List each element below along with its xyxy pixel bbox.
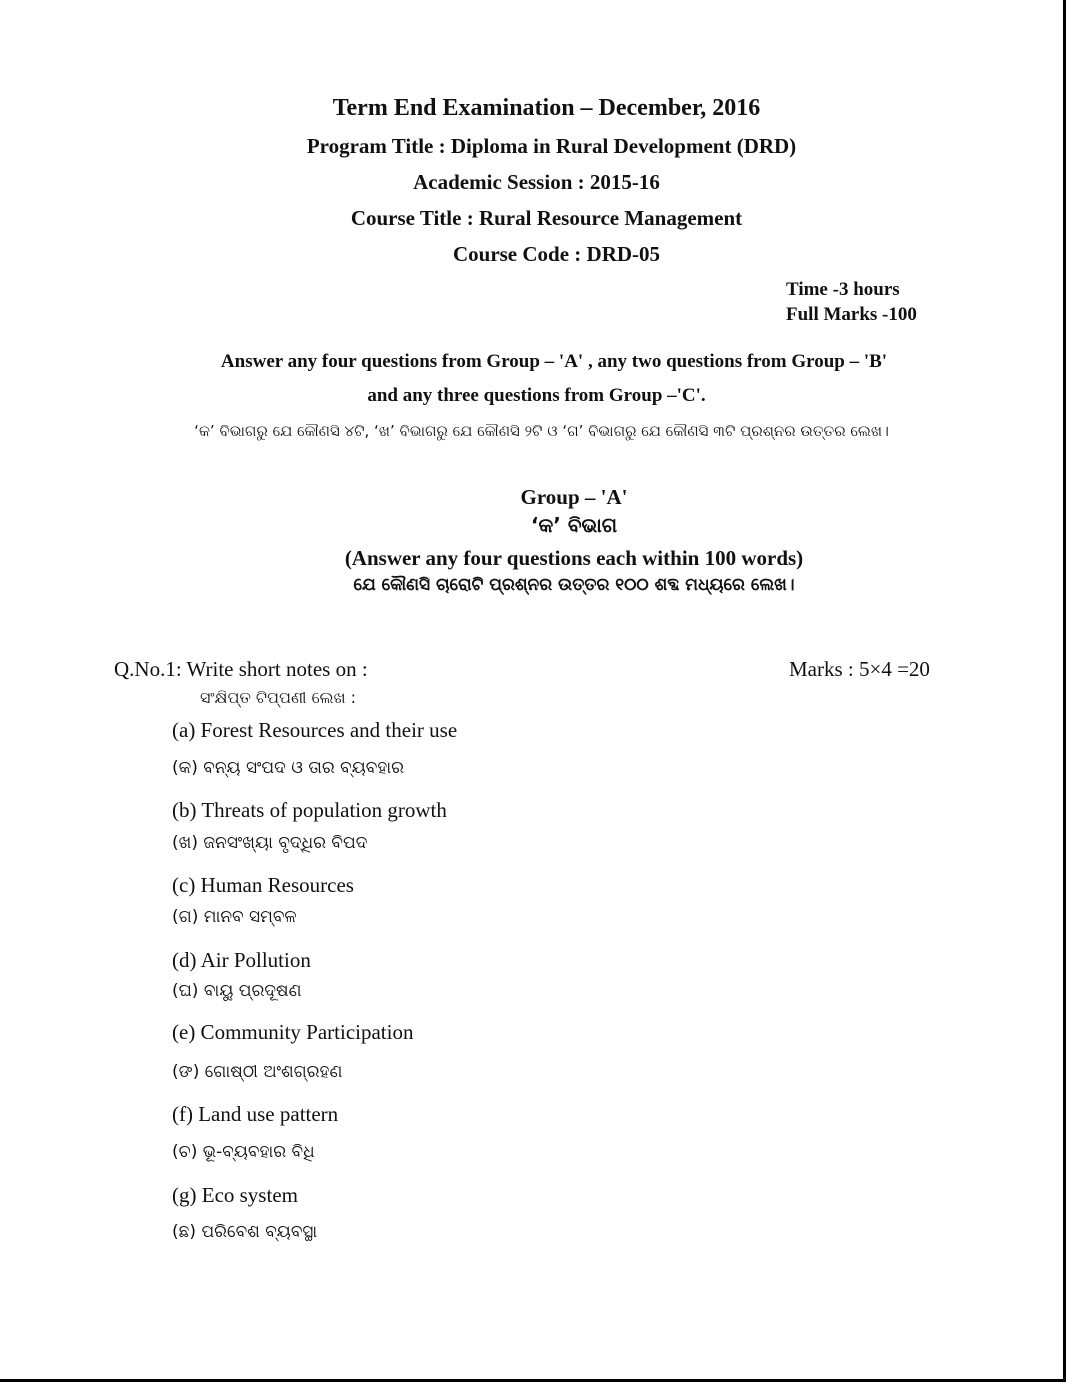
item-b-or: (ଖ) ଜନସଂଖ୍ୟା ବୃଦ୍ଧିର ବିପଦ — [172, 833, 368, 853]
question-marks: Marks : 5×4 =20 — [789, 657, 930, 681]
item-e-or: (ଙ) ଗୋଷ୍ଠୀ ଅଂଶଗ୍ରହଣ — [172, 1062, 343, 1082]
item-g-en: (g) Eco system — [172, 1183, 298, 1207]
item-f-or: (ଚ) ଭୂ-ବ୍ୟବହାର ବିଧି — [172, 1142, 315, 1162]
instruction-line-1: Answer any four questions from Group – 'A' , any two questions from Group – 'B' — [220, 351, 888, 372]
item-d-or: (ଘ) ବାୟୁ ପ୍ରଦୂଷଣ — [172, 981, 302, 1001]
exam-title: Term End Examination – December, 2016 — [332, 95, 761, 121]
question-odia-label: ସଂକ୍ଷିପ୍ତ ଟିପ୍ପଣୀ ଲେଖ : — [200, 688, 357, 707]
item-c-en: (c) Human Resources — [172, 873, 354, 897]
question-label: Q.No.1: Write short notes on : — [114, 657, 368, 681]
academic-session: Academic Session : 2015-16 — [413, 170, 660, 194]
course-title: Course Title : Rural Resource Management — [350, 206, 743, 230]
group-odia-instruction: ଯେ କୌଣସି ଚାରୋଟି ପ୍ରଶ୍ନର ଉତ୍ତର ୧୦୦ ଶବ୍ଦ ମଧ୍ୟରେ ଲେଖ। — [353, 575, 795, 595]
group-instruction: (Answer any four questions each within 100 words) — [344, 546, 804, 570]
group-title: Group – 'A' — [520, 485, 628, 509]
item-g-or: (ଛ) ପରିବେଶ ବ୍ୟବସ୍ଥା — [172, 1222, 318, 1242]
instruction-line-2: and any three questions from Group –'C'. — [367, 385, 706, 406]
time-allowed: Time -3 hours — [786, 279, 900, 300]
item-b-en: (b) Threats of population growth — [172, 798, 447, 822]
item-f-en: (f) Land use pattern — [172, 1102, 339, 1126]
item-e-en: (e) Community Participation — [172, 1020, 414, 1044]
group-odia-title: ‘କ’ ବିଭାଗ — [530, 513, 618, 537]
item-c-or: (ଗ) ମାନବ ସମ୍ବଳ — [172, 907, 297, 927]
full-marks: Full Marks -100 — [786, 304, 917, 325]
program-title: Program Title : Diploma in Rural Development (DRD) — [306, 134, 797, 158]
item-d-en: (d) Air Pollution — [172, 948, 311, 972]
course-code: Course Code : DRD-05 — [452, 242, 661, 266]
item-a-en: (a) Forest Resources and their use — [172, 718, 458, 742]
item-a-or: (କ) ବନ୍ୟ ସଂପଦ ଓ ତାର ବ୍ୟବହାର — [172, 758, 405, 778]
instruction-odia: ‘କ’ ବିଭାଗରୁ ଯେ କୌଣସି ୪ଟି, ‘ଖ’ ବିଭାଗରୁ ଯେ କୌଣସି ୨ଟି ଓ ‘ଗ’ ବିଭାଗରୁ ଯେ କୌଣସି ୩ଟି ପ୍ରଶ୍ନର ଉତ୍ତର ଲେଖ। — [194, 422, 889, 440]
